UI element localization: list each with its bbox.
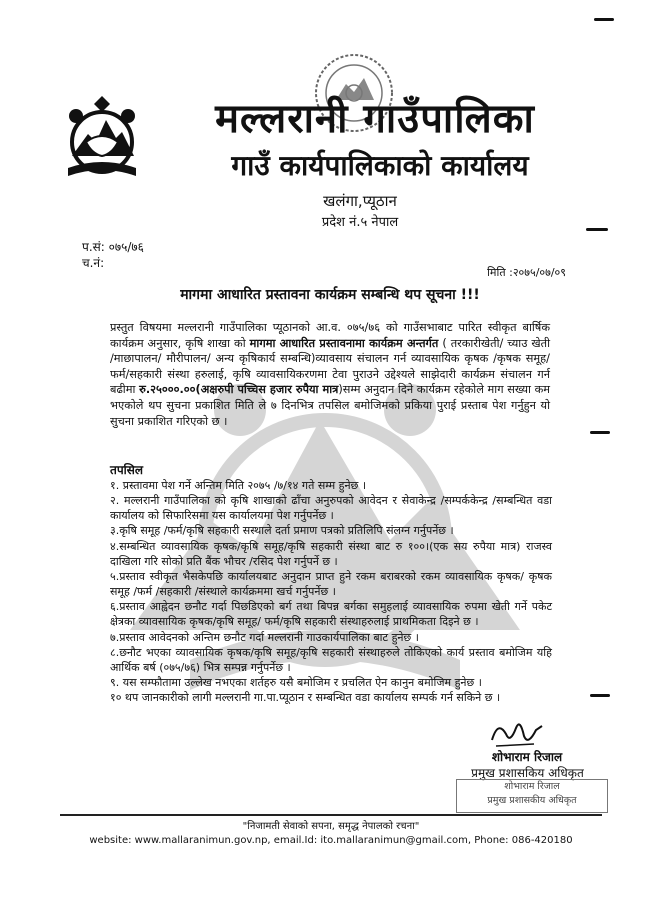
body-text: )सम्म अनुदान दिने कार्यक्रम रहेकोले माग सख्या कम भएकोले थप सुचना प्रकाशित मिति ले ७ दिनभित्र तपसिल बमोजिमको प्रकिया पुराई प्रस्ताब पेश गर्नुहुन यो सुचना प्रकाशित गरिएको छ । [110, 383, 550, 428]
org-name: मल्लरानी गाउँपालिका [215, 96, 535, 142]
conditions-list [110, 478, 552, 705]
reference-number: प.सं: ०७५/७६ [82, 240, 144, 254]
scan-mark [594, 18, 614, 21]
list-item: ६.प्रस्ताव आह्वेदन छनौट गर्दा पिछडिएको बर्ग तथा बिपन्न बर्गका समुहलाई व्यावसायिक रुपमा खेती गर्ने पकेट क्षेत्रका व्यावसायिक कृषक/कृषि समूह/ फर्म/कृषि सहकारी संस्थाहरुलाई प्राथमिकता दिइने छ । [110, 600, 552, 629]
stamp-title: प्रमुख प्रशासकीय अधिकृत [487, 795, 577, 806]
list-item: २. मल्लरानी गाउँपालिका को कृषि शाखाको ढाँचा अनुरुपको आवेदन र सेवाकेन्द्र /सम्पर्ककेन्द्र /सम्बन्धित वडा कार्यालय को सिफारिसमा यस कार्यालयमा पेश गर्नुपर्नेछ । [110, 494, 552, 523]
office-address: खलंगा,प्यूठान [323, 192, 397, 210]
footer-motto: "निजामती सेवाको सपना, समृद्ध नेपालको रचना" [242, 821, 420, 832]
stamp-name: शोभाराम रिजाल [504, 781, 560, 792]
body-text: ( तरकारीखेती/ च्याउ खेती /माछापालन/ मौरीपालन/ अन्य कृषिकार्य सम्बन्धि)व्यावसाय संचालन गर्न व्यावसायिक कृषक /कृषक समूह/ फर्म/सहकारी संस्था हरुलाई, कृषि व्यावसायिकरणमा टेवा पुराउने उद्देश्यले साझेदारी कार्यक्रम संचालन गर्न बढीमा [110, 336, 551, 397]
list-item: १० थप जानकारीको लागी मल्लरानी गा.पा.प्यूठान र सम्बन्धित वडा कार्यालय सम्पर्क गर्न सकिने छ । [110, 691, 501, 705]
handwritten-signature-icon [486, 716, 546, 752]
list-item: ७.प्रस्ताव आवेदनको अन्तिम छनौट गर्दा मल्लरानी गाउकार्यपालिका बाट हुनेछ । [110, 630, 419, 644]
footer-contact: website: www.mallaranimun.gov.np, email.Id: ito.mallaranimun@gmail.com, Phone: 086-420180 [89, 835, 573, 846]
subject-line: मागमा आधारित प्रस्तावना कार्यक्रम सम्बन्धि थप सूचना !!! [180, 287, 480, 303]
letter-date: मिति :२०७५/०७/०९ [487, 266, 566, 279]
list-item: ४.सम्बन्धित व्यावसायिक कृषक/कृषि समूह/कृषि सहकारी संस्था बाट रु १००।(एक सय रुपैया मात्र) राजस्व दाखिला गरि सोको प्रति बैंक भौचर /रसिद पेश गर्नुपर्ने छ । [110, 539, 552, 568]
list-item: ९. यस सम्फौतामा उल्लेख नभएका शर्तहरु यसै बमोजिम र प्रचलित ऐन कानुन बमोजिम हुनेछ । [110, 676, 482, 690]
body-text: प्रस्तुत विषयमा मल्लरानी गाउँपालिका प्यूठानको आ.व. ०७५/७६ को गाउँसभाबाट पारित स्वीकृत बार्षिक कार्यक्रम अनुसार, कृषि शाखा को [110, 321, 550, 350]
signatory-title: प्रमुख प्रशासकिय अधिकृत [471, 766, 584, 780]
scan-mark [590, 694, 610, 697]
list-item: १. प्रस्तावमा पेश गर्ने अन्तिम मिति २०७५ /७/१४ गते सम्म हुनेछ । [110, 479, 366, 492]
official-stamp [456, 779, 608, 813]
list-item: ३.कृषि समूह /फर्म/कृषि सहकारी सस्थाले दर्ता प्रमाण पत्रको प्रतिलिपि संलग्न गर्नुपर्नेछ । [110, 524, 454, 538]
dispatch-number: च.नं: [82, 256, 105, 270]
list-item: ५.प्रस्ताव स्वीकृत भैसकेपछि कार्यालयबाट अनुदान प्राप्त हुने रकम बराबरको रकम व्यावसायिक कृषक/ कृषक समूह /फर्म /सहकारी /संस्थाले कार्यक्रममा खर्च गर्नुपर्नेछ । [110, 569, 552, 599]
scan-mark [586, 228, 608, 231]
body-paragraph [110, 320, 550, 429]
nepal-emblem-icon [56, 94, 148, 186]
province-line: प्रदेश नं.५ नेपाल [321, 215, 399, 230]
scan-mark [590, 431, 610, 434]
body-bold-amount: रु.२५०००.००(अक्षरुपी पच्चिस हजार रुपैया मात्र [139, 383, 339, 397]
office-name: गाउँ कार्यपालिकाको कार्यालय [231, 149, 529, 182]
list-item: ८.छनौट भएका व्यावसायिक कृषक/कृषि समूह/कृषि सहकारी संस्थाहरुले तोकिएको कार्य प्रस्ताव बमोजिम यहि आर्थिक बर्ष (०७५/७६) भित्र सम्पन्न गर्नुपर्नेछ । [110, 645, 552, 674]
section-heading: तपसिल [110, 463, 144, 477]
body-bold-text: मागमा आधारित प्रस्तावनामा कार्यक्रम अन्तर्गत [249, 336, 439, 350]
signatory-name: शोभाराम रिजाल [491, 750, 563, 764]
footer-divider [60, 814, 602, 816]
